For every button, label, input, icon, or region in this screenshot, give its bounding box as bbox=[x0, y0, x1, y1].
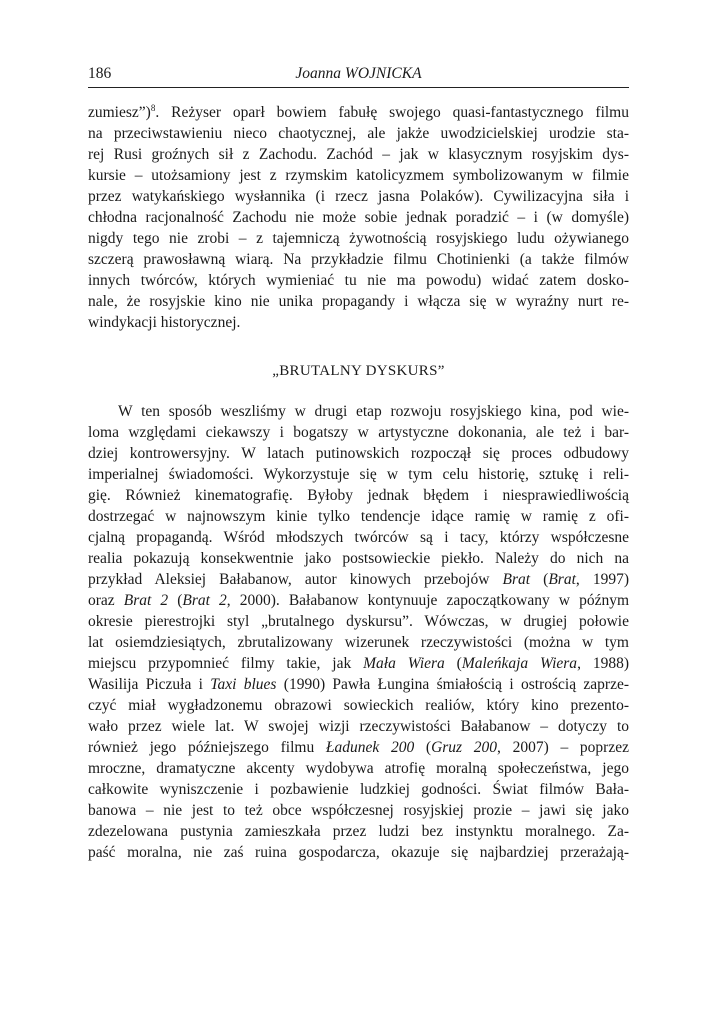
footnote-ref: 8 bbox=[150, 103, 156, 113]
running-header bbox=[88, 63, 629, 88]
text-line: zdezelowana pustynia zamieszkała przez ludzi bez instynktu moralnego. Za- bbox=[88, 823, 629, 840]
text-line: przez watykańskiego wysłannika (i rzecz jasna Polaków). Cywilizacyjna siła i bbox=[88, 188, 629, 205]
text-line: czyć miał wygładzonemu obrazowi sowieckich realiów, który kino prezento- bbox=[88, 697, 629, 714]
text-line: na przeciwstawieniu nieco chaotycznej, ale jakże uwodzicielskiej urodzie sta- bbox=[88, 125, 629, 142]
text-line: paść moralna, nie zaś ruina gospodarcza, okazuje się najbardziej przerażają- bbox=[88, 844, 629, 861]
text-line: Wasilija Piczuła i Taxi blues (1990) Pawła Łungina śmiałością i ostrością zaprze- bbox=[88, 676, 629, 693]
text-line: windykacji historycznej. bbox=[88, 314, 241, 331]
paragraph-1 bbox=[88, 102, 629, 333]
text-line: dziej kontrowersyjny. W latach putinowskich rozpoczął się proces odbudowy bbox=[88, 445, 629, 462]
text-line: przykład Aleksiej Bałabanow, autor kinowych przebojów Brat (Brat, 1997) bbox=[88, 571, 629, 588]
text-line: loma względami ciekawszy i bogatszy w artystyczne dokonania, ale też i bar- bbox=[88, 424, 629, 441]
text-line: nale, że rosyjskie kino nie unika propagandy i włącza się w wyraźny nurt re- bbox=[88, 293, 629, 310]
text-line: kursie – utożsamiony jest z rzymskim katolicyzmem symbolizowanym w filmie bbox=[88, 167, 629, 184]
text-line: lat osiemdziesiątych, zbrutalizowany wizerunek rzeczywistości (można w tym bbox=[88, 634, 629, 651]
text-line: okresie pierestrojki styl „brutalnego dyskursu”. Wówczas, w drugiej połowie bbox=[88, 613, 629, 630]
text-line: szczerą prawosławną wiarą. Na przykładzie filmu Chotinienki (a także filmów bbox=[88, 251, 629, 268]
running-author: Joanna WOJNICKA bbox=[295, 65, 422, 82]
text-line: oraz Brat 2 (Brat 2, 2000). Bałabanow kontynuuje zapoczątkowany w późnym bbox=[88, 592, 630, 609]
text-line: miejscu przypomnieć filmy takie, jak Mała Wiera (Maleńkaja Wiera, 1988) bbox=[88, 655, 629, 672]
text-line: realia pokazują konsekwentnie jako postsowieckie piekło. Należy do nich na bbox=[88, 550, 629, 567]
text-line: banowa – nie jest to też obce współczesnej rosyjskiej prozie – jawi się jako bbox=[88, 802, 629, 819]
text-line: całkowite wyniszczenie i pozbawienie ludzkiej godności. Świat filmów Bała- bbox=[88, 781, 629, 798]
paragraph-2 bbox=[88, 401, 629, 863]
text-line: W ten sposób weszliśmy w drugi etap rozwoju rosyjskiego kina, pod wie- bbox=[118, 403, 629, 420]
text-line: chłodna racjonalność Zachodu nie może sobie jednak poradzić – i (w domyśle) bbox=[88, 209, 629, 226]
text-line: nigdy tego nie zrobi – z tajemniczą żywotnością rosyjskiego ludu ożywianego bbox=[88, 230, 629, 247]
text-line: zumiesz”)$^8$. Reżyser oparł bowiem fabułę swojego quasi-fantastycznego filmu bbox=[88, 103, 629, 121]
text-line: mroczne, dramatyczne akcenty wydobywa atrofię moralną społeczeństwa, jego bbox=[88, 760, 629, 777]
text-line: innych twórców, których wymieniać tu nie ma powodu) widać zatem dosko- bbox=[88, 272, 629, 289]
text-line: wało przez wiele lat. W swojej wizji rzeczywistości Bałabanow – dotyczy to bbox=[88, 718, 629, 735]
section-heading: „BRUTALNY DYSKURS” bbox=[272, 363, 445, 379]
text-line: dostrzegać w najnowszym kinie tylko tendencje idące ramię w ramię z ofi- bbox=[88, 508, 629, 525]
text-line: również jego późniejszego filmu Ładunek 200 (Gruz 200, 2007) – poprzez bbox=[88, 739, 629, 756]
text-line: rej Rusi groźnych sił z Zachodu. Zachód – jak w klasycznym rosyjskim dys- bbox=[88, 146, 629, 163]
text-line: cjalną propagandą. Wśród młodszych twórców są i tacy, którzy współczesne bbox=[88, 529, 629, 546]
text-line: gię. Również kinematografię. Byłoby jednak błędem i niesprawiedliwością bbox=[88, 487, 629, 504]
page-number: 186 bbox=[88, 65, 112, 82]
text-line: imperialnej świadomości. Wykorzystuje się w tym celu historię, sztukę i reli- bbox=[88, 466, 629, 483]
